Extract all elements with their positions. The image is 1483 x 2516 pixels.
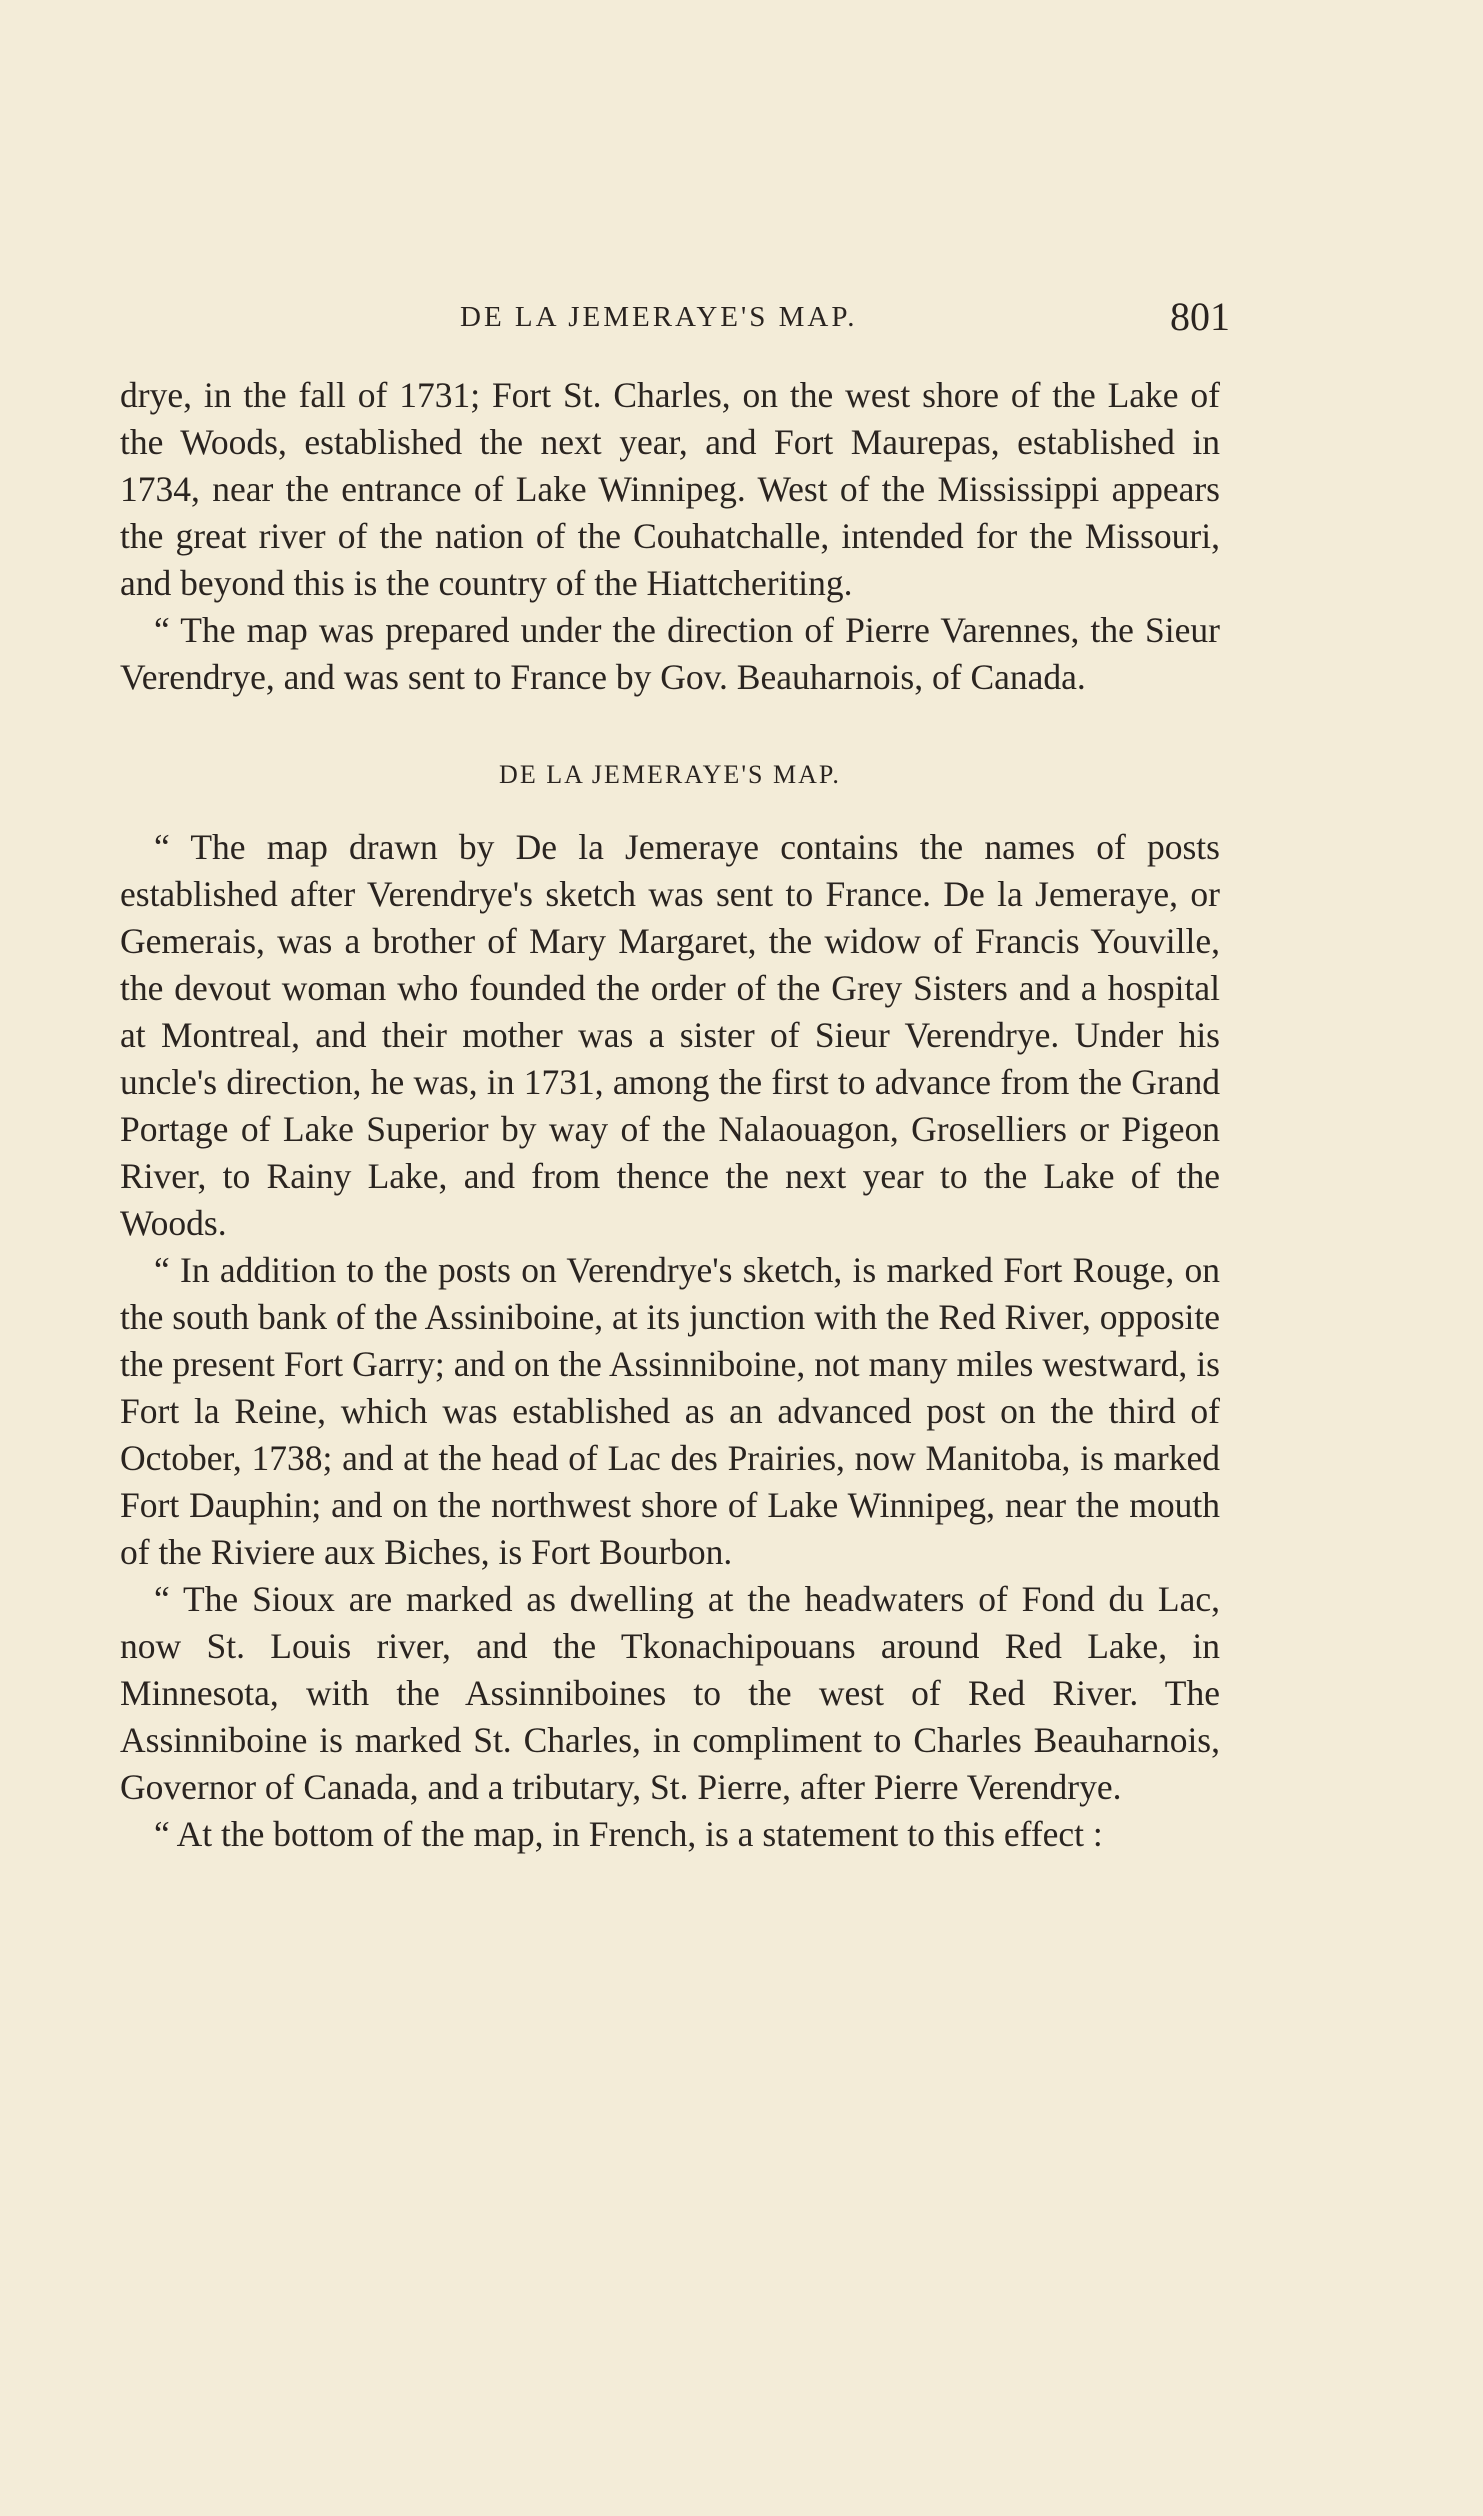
- paragraph: “ In addition to the posts on Verendrye's sketch, is marked Fort Rouge, on the south bank of the Assiniboine, at its junction with the Red River, opposite the present Fort Garry; and on the Assinniboine, not many miles westward, is Fort la Reine, which was established as an advanced post on the third of October, 1738; and at the head of Lac des Prairies, now Manitoba, is marked Fort Dauphin; and on the northwest shore of Lake Winnipeg, near the mouth of the Riviere aux Biches, is Fort Bourbon.: [120, 1250, 1220, 1572]
- paragraph-continuation: drye, in the fall of 1731; Fort St. Charles, on the west shore of the Lake of the Woods, established the next year, and Fort Maurepas, established in 1734, near the entrance of Lake Winnipeg. West of the Mississippi appears the great river of the nation of the Couhatchalle, intended for the Missouri, and beyond this is the country of the Hiattcheriting.: [120, 375, 1220, 603]
- body-text: [120, 372, 1220, 1858]
- section-heading: DE LA JEMERAYE'S MAP.: [499, 760, 841, 789]
- paragraph: “ The Sioux are marked as dwelling at the headwaters of Fond du Lac, now St. Louis river, and the Tkonachipouans around Red Lake, in Minnesota, with the Assinniboines to the west of Red River. The Assinniboine is marked St. Charles, in compliment to Charles Beauharnois, Governor of Canada, and a tributary, St. Pierre, after Pierre Verendrye.: [120, 1579, 1220, 1807]
- running-head: [120, 294, 1230, 345]
- paragraph: “ The map drawn by De la Jemeraye contains the names of posts established after Verendrye's sketch was sent to France. De la Jemeraye, or Gemerais, was a brother of Mary Margaret, the widow of Francis Youville, the devout woman who founded the order of the Grey Sisters and a hospital at Montreal, and their mother was a sister of Sieur Verendrye. Under his uncle's direction, he was, in 1731, among the first to advance from the Grand Portage of Lake Superior by way of the Nalaouagon, Groselliers or Pigeon River, to Rainy Lake, and from thence the next year to the Lake of the Woods.: [120, 827, 1220, 1243]
- running-title: DE LA JEMERAYE'S MAP.: [460, 301, 858, 333]
- paragraph: “ At the bottom of the map, in French, is a statement to this effect :: [154, 1814, 1103, 1854]
- page-number: 801: [1170, 294, 1230, 339]
- paragraph: “ The map was prepared under the direction of Pierre Varennes, the Sieur Verendrye, and was sent to France by Gov. Beauharnois, of Canada.: [120, 610, 1220, 697]
